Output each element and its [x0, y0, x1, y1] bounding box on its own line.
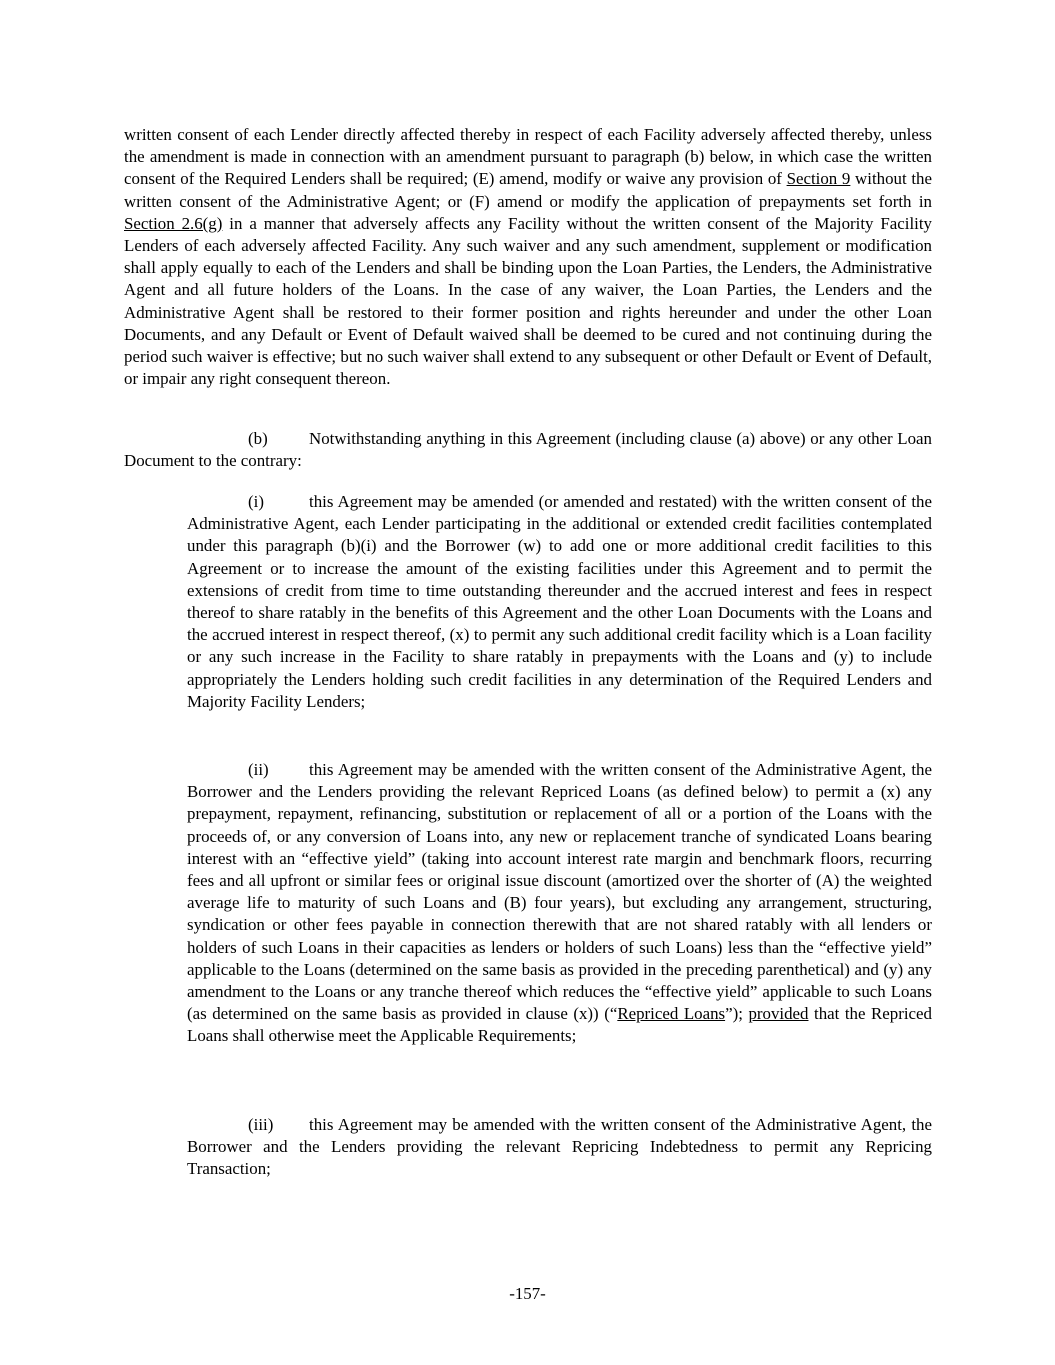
clause-i-number: (i) — [248, 492, 264, 511]
clause-ii-text-1: this Agreement may be amended with the written consent of the Administrative Agent, the Borrower and the Lenders providing the relevant Repriced Loans (as defined below) to permit a (x) any prepayment, repayment, refinancing, substitution or replacement of all or a portion of the Loans with the proceeds of, or any conversion of Loans into, any new or replacement tranche of syndicated Loans bearing interest with an “effective yield” (taking into account interest rate margin and benchmark floors, recurring fees and all upfront or similar fees or original issue discount (amortized over the shorter of (A) the weighted average life to maturity of such Loans and (B) four years), but excluding any arrangement, structuring, syndication or other fees payable in connection therewith that are not shared ratably with all lenders or holders of such Loans in their capacities as lenders or holders of such Loans) less than the “effective yield” applicable to the Loans (determined on the same basis as provided in the preceding parenthetical) and (y) any amendment to the Loans or any tranche thereof which reduces the “effective yield” applicable to such Loans (as determined on the same basis as provided in clause (x)) (“ — [187, 760, 932, 1024]
paragraph-b-text: Notwithstanding anything in this Agreement (including clause (a) above) or any other Loan Document to the contrary: — [124, 429, 932, 471]
paragraph-b-number: (b) — [248, 429, 268, 448]
repriced-loans-defined-term: Repriced Loans — [617, 1004, 726, 1024]
paragraph-a-text-1: written consent of each Lender directly affected thereby in respect of each Facility adversely affected thereby, unless the amendment is made in connection with an amendment pursuant to paragraph (b) below, in which case the written consent of the Required Lenders shall be required; (E) amend, modify or waive any provision of — [124, 125, 932, 189]
clause-i — [187, 491, 932, 713]
provided-proviso: provided — [748, 1004, 809, 1024]
clause-iii — [187, 1114, 932, 1181]
clause-ii — [187, 759, 932, 1048]
page-number: -157- — [509, 1284, 546, 1303]
clause-ii-text-3: that the Repriced Loans shall otherwise meet the Applicable Requirements; — [187, 1004, 932, 1046]
clause-iii-text: this Agreement may be amended with the written consent of the Administrative Agent, the Borrower and the Lenders providing the relevant Repricing Indebtedness to permit any Repricing Transaction; — [187, 1115, 932, 1179]
paragraph-b — [124, 428, 932, 472]
section-9-reference: Section 9 — [786, 169, 851, 189]
paragraph-a-text-2: without the written consent of the Administrative Agent; or (F) amend or modify the application of prepayments set forth in — [124, 169, 932, 211]
paragraph-a-text-3: in a manner that adversely affects any Facility without the written consent of the Majority Facility Lenders of each adversely affected Facility. Any such waiver and any such amendment, supplement or modification shall apply equally to each of the Lenders and shall be binding upon the Loan Parties, the Lenders, the Administrative Agent and all future holders of the Loans. In the case of any waiver, the Loan Parties, the Lenders and the Administrative Agent shall be restored to their former position and rights hereunder and under the other Loan Documents, and any Default or Event of Default waived shall be deemed to be cured and not continuing during the period such waiver is effective; but no such waiver shall extend to any subsequent or other Default or Event of Default, or impair any right consequent thereon. — [124, 213, 933, 389]
clause-iii-number: (iii) — [248, 1115, 274, 1134]
clause-i-text: this Agreement may be amended (or amended and restated) with the written consent of the Administrative Agent, each Lender participating in the additional or extended credit facilities contemplated under this paragraph (b)(i) and the Borrower (w) to add one or more additional credit facilities to this Agreement or to increase the amount of the existing facilities under this Agreement and to permit the extensions of credit from time to time outstanding thereunder and the accrued interest and fees in respect thereof to share ratably in the benefits of this Agreement and the other Loan Documents with the Loans and the accrued interest in respect thereof, (x) to permit any such additional credit facility which is a Loan facility or any such increase in the Facility to share ratably in prepayments with the Loans and (y) to include appropriately the Lenders holding such credit facilities in any determination of the Required Lenders and Majority Facility Lenders; — [187, 492, 932, 711]
clause-ii-number: (ii) — [248, 760, 269, 779]
clause-ii-text-2: ”); — [725, 1004, 749, 1024]
paragraph-a-continuation — [124, 124, 932, 390]
section-2-6-g-reference: Section 2.6(g) — [124, 213, 223, 233]
